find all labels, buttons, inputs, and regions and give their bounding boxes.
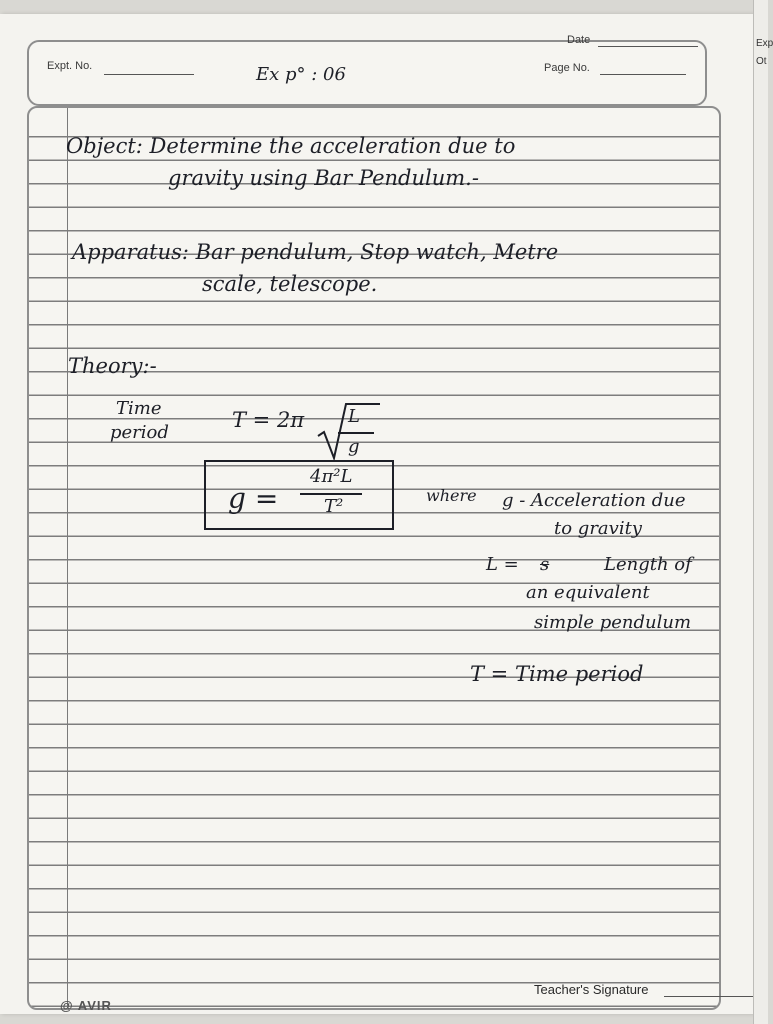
apparatus-line-1: Apparatus: Bar pendulum, Stop watch, Metre <box>72 240 559 264</box>
teacher-signature-line <box>664 996 754 997</box>
page-no-label: Page No. <box>544 62 590 74</box>
formula-g-lhs: g = <box>228 482 279 515</box>
expt-no-line <box>104 74 194 75</box>
page-no-line <box>600 74 686 75</box>
time-label: Time <box>116 398 162 419</box>
l-lhs: L = <box>486 554 519 575</box>
l-definition-3: simple pendulum <box>534 612 692 633</box>
where-word: where <box>426 486 477 505</box>
formula-g-denominator: T² <box>324 496 344 517</box>
apparatus-line-2: scale, telescope. <box>202 272 378 296</box>
edge-text-second: Ot <box>756 56 767 67</box>
formula-t-numerator: L <box>348 406 360 427</box>
t-definition: T = Time period <box>470 662 644 686</box>
object-line-1: Object: Determine the acceleration due to <box>66 134 516 158</box>
period-label: period <box>110 422 169 443</box>
theory-heading: Theory:- <box>68 354 157 378</box>
l-struck-text: s <box>540 554 550 575</box>
margin-line <box>67 108 68 1008</box>
date-line <box>598 46 698 47</box>
date-label: Date <box>567 34 591 46</box>
teacher-signature-label: Teacher's Signature <box>534 982 649 997</box>
page-header <box>27 40 707 106</box>
edge-text-top: Exp <box>756 38 773 49</box>
l-definition-1: Length of <box>604 554 692 575</box>
l-definition-2: an equivalent <box>526 582 650 603</box>
g-definition-2: to gravity <box>554 518 642 539</box>
brand-mark: @ AVIR <box>60 998 112 1013</box>
adjacent-page-edge <box>753 0 773 1024</box>
formula-t-lhs: T = 2π <box>232 408 305 432</box>
notebook-page <box>0 14 760 1014</box>
object-line-2: gravity using Bar Pendulum.- <box>168 166 479 190</box>
g-definition-1: g - Acceleration due <box>502 490 686 511</box>
expt-no-label: Expt. No. <box>47 60 93 72</box>
formula-t-fraction-bar <box>338 432 374 434</box>
formula-g-fraction-bar <box>300 493 362 495</box>
formula-g-numerator: 4π²L <box>310 466 353 487</box>
experiment-number: Ex p° : 06 <box>256 64 346 85</box>
formula-t-denominator: g <box>348 436 360 457</box>
